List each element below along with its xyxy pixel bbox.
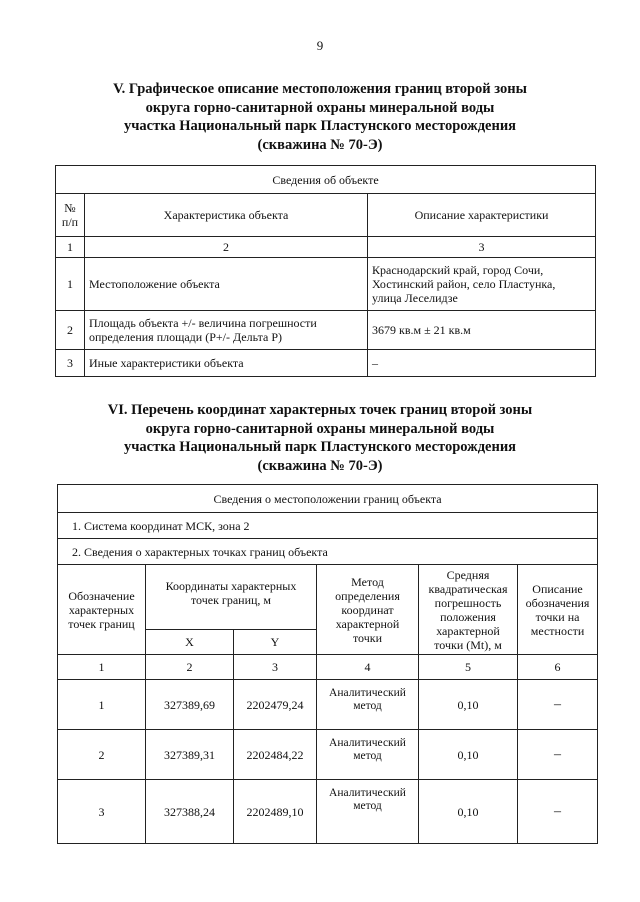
row-number: 1 [56,258,85,311]
description-line: Хостинский район, село Пластунка, [372,277,556,291]
header-line: обозначения [525,595,590,610]
method [317,780,419,844]
description-line: Краснодарский край, город Сочи, [372,263,544,277]
header-line: характерной [436,623,500,638]
method-line: метод [353,700,382,712]
index-cell: 4 [317,655,419,680]
characteristic-line: Площадь объекта +/- величина погрешности [89,316,317,330]
description: – [518,730,598,780]
coord-x: 327388,24 [146,780,234,844]
method-line: Аналитический [329,787,406,799]
method [317,730,419,780]
header-line: точек границ [68,616,135,631]
title-line: участка Национальный парк Пластунского месторождения [123,439,517,455]
row-number: 2 [56,311,85,350]
header-x: X [146,630,234,655]
row-characteristic: Местоположение объекта [85,258,368,311]
method-line: Аналитический [329,737,406,749]
table-row [56,350,596,377]
coord-x: 327389,69 [146,680,234,730]
error: 0,10 [419,780,518,844]
coord-y: 2202479,24 [234,680,317,730]
row-number: 3 [56,350,85,377]
header-line: Описание [532,581,583,596]
index-cell: 6 [518,655,598,680]
header-line: характерной [335,616,400,631]
table-row [56,311,596,350]
header-characteristic: Характеристика объекта [85,194,368,237]
row-description [368,258,596,311]
header-method [317,565,419,655]
boundary-points-table [57,484,598,844]
coord-y: 2202489,10 [234,780,317,844]
method [317,680,419,730]
header-line: определения [335,588,400,603]
title-line: (скважина № 70-Э) [257,457,383,474]
description-line: улица Леселидзе [372,291,458,305]
title-line: VI. Перечень координат характерных точек границ второй зоны [107,402,533,418]
header-line: погрешность [434,595,502,610]
header-line: точки на [535,609,580,624]
description: – [518,680,598,730]
header-line: квадратическая [428,581,508,596]
method-line: метод [353,750,382,762]
header-line: точки [352,630,383,645]
header-line: точки (Mt), м [434,637,502,652]
header-number: № п/п [56,194,85,237]
index-cell: 2 [85,237,368,258]
points-info-caption: 2. Сведения о характерных точках границ объекта [58,539,598,565]
row-characteristic [85,311,368,350]
error: 0,10 [419,730,518,780]
header-point-designation [58,565,146,655]
title-line: (скважина № 70-Э) [257,136,383,153]
title-line: округа горно-санитарной охраны минеральной воды [145,420,495,437]
header-line: точек границ, м [190,593,272,607]
coord-x: 327389,31 [146,730,234,780]
title-line: округа горно-санитарной охраны минеральной воды [145,99,495,116]
title-line: V. Графическое описание местоположения границ второй зоны [113,81,527,97]
object-info-table [55,165,596,377]
table-caption: Сведения об объекте [56,166,596,194]
point-id: 2 [58,730,146,780]
section-6-title [0,401,640,475]
header-y: Y [234,630,317,655]
header-description [518,565,598,655]
row-description: 3679 кв.м ± 21 кв.м [368,311,596,350]
table-caption: Сведения о местоположении границ объекта [58,485,598,513]
point-id: 1 [58,680,146,730]
table-row [58,780,598,844]
coord-y: 2202484,22 [234,730,317,780]
index-cell: 1 [58,655,146,680]
coordinate-system: 1. Система координат МСК, зона 2 [58,513,598,539]
index-cell: 3 [234,655,317,680]
header-error [419,565,518,655]
header-coordinates [146,565,317,630]
index-cell: 2 [146,655,234,680]
header-line: положения [440,609,496,624]
table-row [58,680,598,730]
description: – [518,780,598,844]
index-cell: 5 [419,655,518,680]
table-row [58,730,598,780]
header-line: Обозначение [68,588,135,603]
row-characteristic: Иные характеристики объекта [85,350,368,377]
index-cell: 3 [368,237,596,258]
row-description: – [368,350,596,377]
method-line: метод [353,800,382,812]
point-id: 3 [58,780,146,844]
header-description: Описание характеристики [368,194,596,237]
header-line: характерных [68,602,135,617]
characteristic-line: определения площади (Р+/- Дельта Р) [89,330,283,344]
page-number: 9 [316,38,324,53]
header-line: Метод [351,574,384,589]
method-line: Аналитический [329,687,406,699]
header-line: Координаты характерных [165,579,297,593]
header-line: Средняя [446,567,490,582]
title-line: участка Национальный парк Пластунского месторождения [123,118,517,134]
header-line: местности [530,623,585,638]
index-cell: 1 [56,237,85,258]
section-5-title [0,80,640,154]
error: 0,10 [419,680,518,730]
table-row [56,258,596,311]
header-line: координат [341,602,394,617]
